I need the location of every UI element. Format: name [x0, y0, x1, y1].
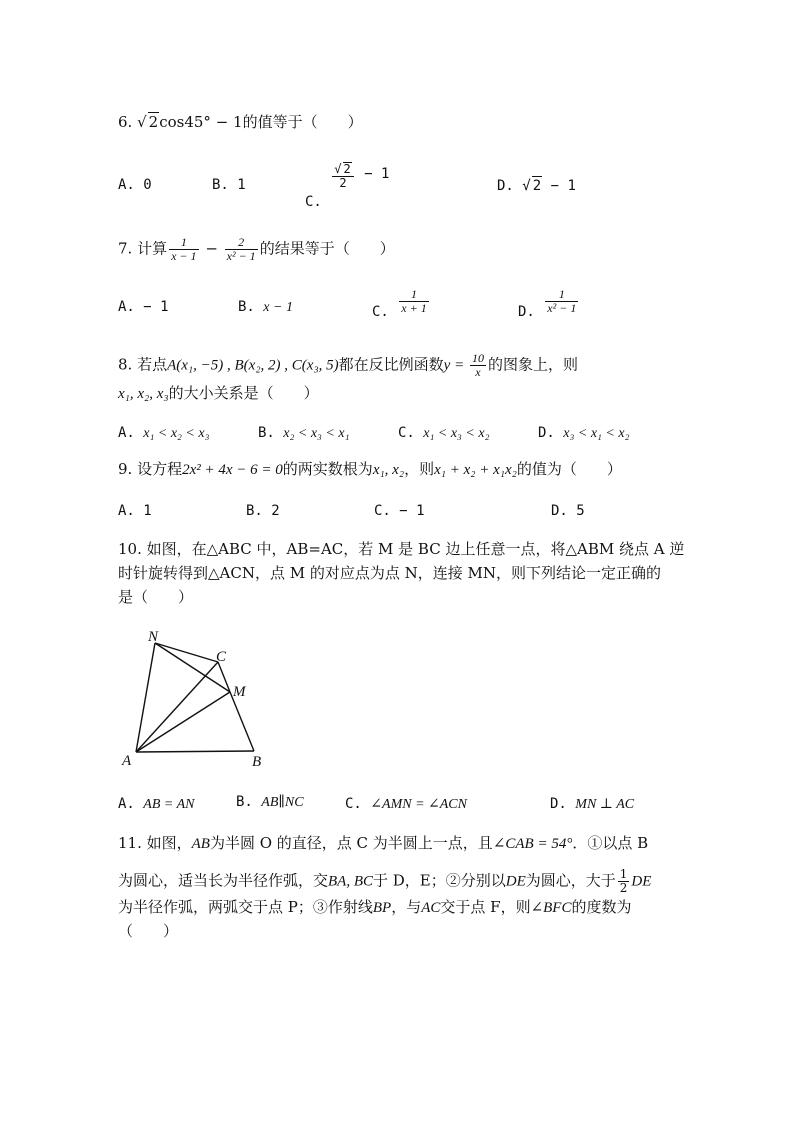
q11-stem-line3: 为半径作弧，两弧交于点 P；③作射线BP，与AC交于点 F，则∠BFC的度数为 [118, 898, 632, 916]
q8-stem-line2: x₁, x₂, x₃的大小关系是（ ） [118, 384, 319, 402]
segment-NC [155, 643, 218, 662]
q7-option-c[interactable]: C. $\frac{1}{x + 1}$ [372, 287, 427, 320]
q7-stem: 7. 计算 $\frac{1}{x - 1}$ − $\frac{2}{\text{x² − 1}}$ 的结果等于（ ） [118, 235, 395, 263]
q10-option-c[interactable]: C. ∠AMN = ∠ACN [345, 796, 467, 812]
q9-stem: 9. 设方程2x² + 4x − 6 = 0的两实数根为x₁, x₂，则x₁ + x₂ + x₁x₂的值为（ ） [118, 460, 622, 478]
label-N: N [148, 629, 159, 645]
q7-option-b[interactable]: B. x − 1 [238, 299, 293, 315]
label-B: B [252, 754, 262, 770]
q6-option-b[interactable]: B. 1 [212, 177, 246, 193]
q9-option-a[interactable]: A. 1 [118, 503, 152, 519]
segment-AB [136, 751, 254, 752]
q8-stem-line1: 8. 若点A(x₁, −5) , B(x₂, 2) , C(x₃, 5)都在反比例函数y = $\frac{10}{x}$ 的图象上，则 [118, 351, 578, 379]
q8-option-c[interactable]: C. x₁ < x₃ < x₂ [398, 425, 490, 441]
q9-option-c[interactable]: C. − 1 [374, 503, 425, 519]
segment-MB [230, 692, 254, 751]
q10-stem-line3: 是（ ） [118, 588, 194, 606]
q11-stem-line2: 为圆心，适当长为半径作弧，交BA, BC于 D，E；②分别以DE为圆心，大于 $\frac{1}{2}$ DE [118, 867, 652, 895]
segment-AN [136, 643, 155, 752]
q6-option-d[interactable]: D. √ 2 − 1 [497, 178, 576, 194]
q10-stem-line2: 时针旋转得到△ACN，点 M 的对应点为点 N，连接 MN，则下列结论一定正确的 [118, 564, 662, 582]
q6-option-c[interactable]: C. $\frac{√ 2}{2}$ − 1 [305, 162, 390, 210]
q7-option-d[interactable]: D. $\frac{1}{\text{x² − 1}}$ [518, 287, 577, 320]
q10-figure [118, 625, 298, 775]
q9-option-d[interactable]: D. 5 [551, 503, 585, 519]
q10-option-b[interactable]: B. AB∥NC [236, 794, 304, 810]
q11-answer-bracket: （ ） [118, 922, 179, 940]
label-A: A [122, 753, 132, 769]
q8-option-b[interactable]: B. x₂ < x₃ < x₁ [258, 425, 350, 441]
q8-option-d[interactable]: D. x₃ < x₁ < x₂ [538, 425, 630, 441]
q10-option-a[interactable]: A. AB = AN [118, 796, 195, 812]
q6-radicand: 2 [148, 113, 159, 131]
q10-stem-line1: 10. 如图，在△ABC 中，AB=AC，若 M 是 BC 边上任意一点，将△ABM 绕点 A 逆 [118, 540, 685, 558]
q8-option-a[interactable]: A. x₁ < x₂ < x₃ [118, 425, 210, 441]
q7-option-a[interactable]: A. − 1 [118, 299, 169, 315]
label-C: C [216, 649, 227, 665]
q6-tail: 的值等于（ ） [242, 113, 363, 131]
q6-number: 6. [118, 113, 133, 131]
q9-option-b[interactable]: B. 2 [246, 503, 280, 519]
q6-option-a[interactable]: A. 0 [118, 177, 152, 193]
label-M: M [233, 684, 246, 700]
q11-stem-line1: 11. 如图，AB为半圆 O 的直径，点 C 为半圆上一点，且∠CAB = 54°．①以点 B [118, 834, 649, 852]
q10-option-d[interactable]: D. MN ⊥ AC [550, 796, 635, 812]
q6-cos: cos45° [159, 113, 211, 131]
q6-stem: 6. √ 2cos45° − 1的值等于（ ） [118, 113, 363, 131]
